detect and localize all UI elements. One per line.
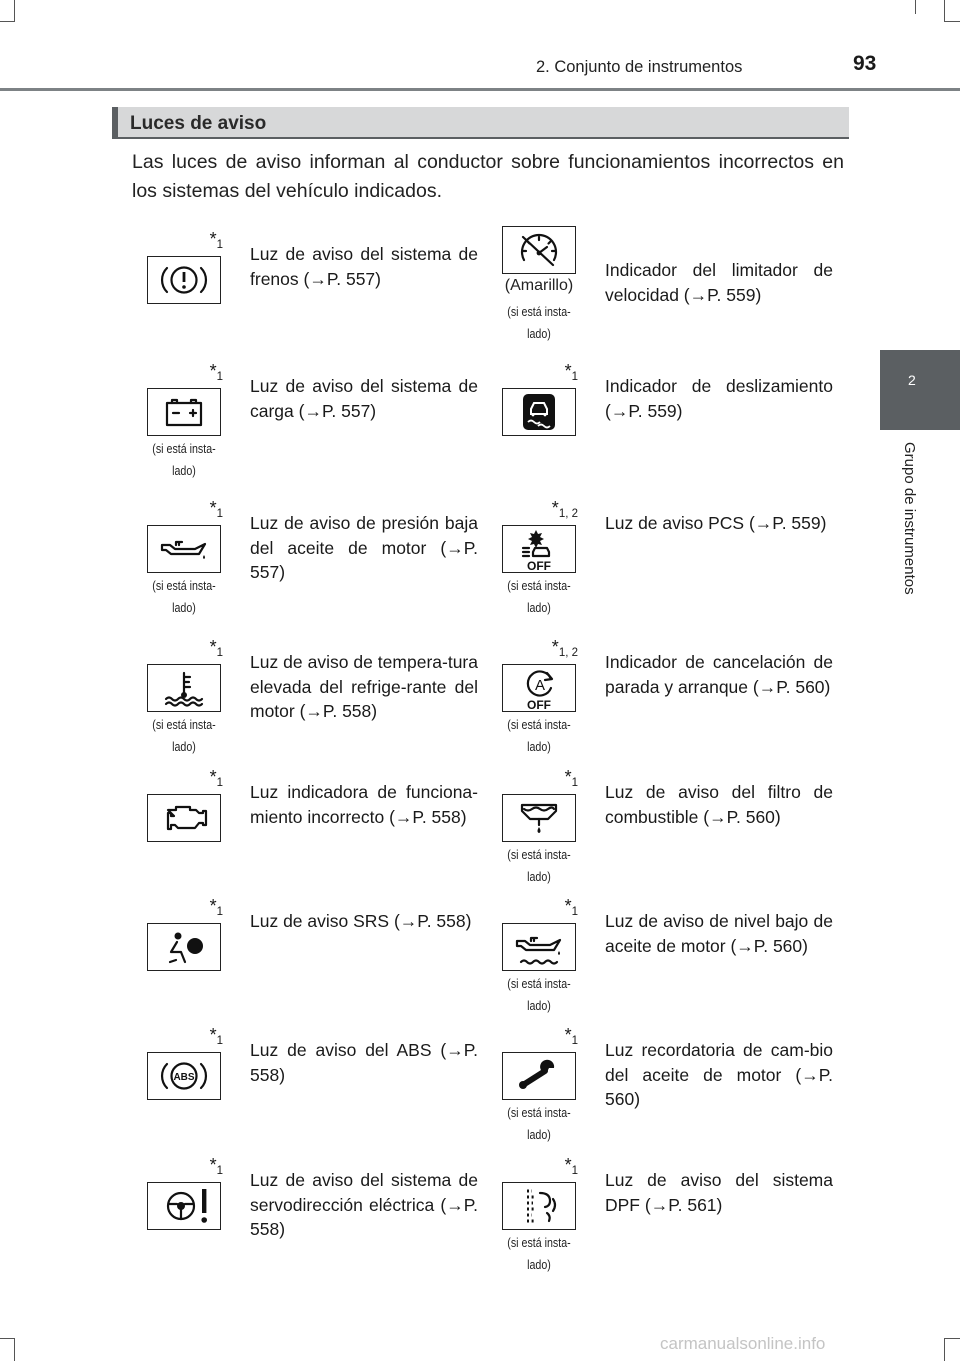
chapter-tab-label: Grupo de instrumentos	[901, 442, 918, 595]
srs-airbag-icon	[148, 924, 220, 970]
warning-light-entry	[502, 1150, 847, 1280]
crop-mark	[14, 1338, 15, 1361]
warning-light-entry	[147, 356, 492, 486]
stop-start-off-icon	[503, 665, 575, 711]
indicator-icon-frame	[147, 664, 221, 712]
indicator-icon-frame	[502, 794, 576, 842]
footnote-star: *	[564, 361, 572, 381]
installed-note-line: (si está insta-	[152, 441, 216, 456]
warning-light-entry	[502, 632, 847, 762]
fuel-filter-icon	[503, 795, 575, 841]
warning-light-entry	[502, 493, 847, 623]
warning-light-description: Indicador de deslizamiento (→P. 559)	[605, 376, 833, 421]
svg-text:ABS: ABS	[173, 1072, 195, 1083]
crop-mark	[14, 0, 15, 22]
brake-warning-icon	[148, 257, 220, 303]
indicator-icon-frame	[147, 923, 221, 971]
installed-note-line: lado)	[527, 1257, 551, 1272]
warning-light-entry	[502, 762, 847, 892]
installed-note-line: lado)	[527, 326, 551, 341]
footnote-marker	[565, 1156, 578, 1180]
footnote-number: 1	[571, 906, 578, 918]
installed-note-line: (si está insta-	[152, 578, 216, 593]
check-engine-icon	[148, 795, 220, 841]
indicator-icon-frame	[147, 388, 221, 436]
warning-light-entry	[147, 1150, 492, 1280]
footnote-marker	[210, 499, 223, 523]
footnote-number: 1, 2	[558, 508, 578, 520]
intro-paragraph: Las luces de aviso informan al conductor sobre funcionamientos incorrectos en los sistemas del vehículo indicados.	[132, 151, 844, 202]
oil-change-reminder-icon	[503, 1053, 575, 1099]
crop-mark	[944, 0, 945, 22]
footnote-marker	[565, 897, 578, 921]
warning-light-description: Luz de aviso de presión baja del aceite de motor (→P. 557)	[250, 513, 478, 582]
warning-light-description: Luz de aviso del sistema de carga (→P. 557)	[250, 376, 478, 421]
installed-note-line: lado)	[527, 998, 551, 1013]
footnote-star: *	[564, 1155, 572, 1175]
installed-note-line: (si está insta-	[507, 304, 571, 319]
section-title: Luces de aviso	[130, 113, 267, 134]
indicator-icon-frame	[502, 664, 576, 712]
warning-light-description: Luz de aviso del sistema de frenos (→P. 557)	[250, 244, 478, 289]
warning-light-description: Indicador del limitador de velocidad (→P. 559)	[605, 260, 833, 305]
section-heading	[112, 107, 849, 139]
crop-mark	[944, 21, 960, 22]
footnote-number: 1	[216, 777, 223, 789]
chapter-tab-number: 2	[908, 372, 916, 388]
indicator-icon-frame	[502, 923, 576, 971]
warning-light-entry	[502, 224, 847, 354]
footnote-star: *	[209, 896, 217, 916]
warning-light-description: Luz de aviso del sistema DPF (→P. 561)	[605, 1170, 833, 1215]
footnote-star: *	[209, 229, 217, 249]
installed-note	[137, 714, 230, 758]
footnote-number: 1	[571, 1035, 578, 1047]
pcs-off-icon	[503, 526, 575, 572]
indicator-icon-frame	[502, 388, 576, 436]
footnote-marker	[565, 1026, 578, 1050]
warning-light-description: Indicador de cancelación de parada y arranque (→P. 560)	[605, 652, 833, 697]
footnote-star: *	[564, 767, 572, 787]
installed-note-line: lado)	[527, 1127, 551, 1142]
installed-note-line: lado)	[172, 600, 196, 615]
footnote-number: 1	[216, 508, 223, 520]
svg-text:A: A	[534, 677, 546, 694]
indicator-icon-frame	[502, 1052, 576, 1100]
footnote-star: *	[209, 1025, 217, 1045]
installed-note	[492, 973, 585, 1017]
svg-text:OFF: OFF	[527, 559, 551, 572]
warning-light-entry	[502, 891, 847, 1021]
indicator-icon-frame	[502, 226, 576, 274]
coolant-temperature-icon	[148, 665, 220, 711]
indicator-icon-frame	[502, 1182, 576, 1230]
footnote-number: 1	[571, 371, 578, 383]
oil-pressure-icon	[148, 526, 220, 572]
crop-mark	[0, 21, 15, 22]
installed-note	[492, 1232, 585, 1276]
installed-note-line: (si está insta-	[152, 717, 216, 732]
crop-mark	[0, 1338, 15, 1339]
installed-note-line: (si está insta-	[507, 847, 571, 862]
warning-light-description: Luz de aviso del filtro de combustible (→P. 560)	[605, 782, 833, 827]
footnote-number: 1	[216, 1165, 223, 1177]
installed-note-line: lado)	[527, 869, 551, 884]
footnote-star: *	[551, 637, 559, 657]
speed-limiter-icon	[503, 227, 575, 273]
warning-light-description: Luz de aviso de tempera-tura elevada del refrige-rante del motor (→P. 558)	[250, 652, 478, 721]
installed-note	[492, 575, 585, 619]
warning-light-entry	[147, 762, 492, 892]
warning-light-description: Luz de aviso de nivel bajo de aceite de motor (→P. 560)	[605, 911, 833, 956]
footnote-star: *	[209, 767, 217, 787]
installed-note-line: (si está insta-	[507, 1105, 571, 1120]
installed-note-line: (si está insta-	[507, 976, 571, 991]
installed-note	[137, 575, 230, 619]
installed-note-line: lado)	[172, 463, 196, 478]
footnote-number: 1	[216, 239, 223, 251]
warning-light-description: Luz de aviso del ABS (→P. 558)	[250, 1040, 478, 1085]
warning-light-entry	[147, 224, 492, 354]
warning-light-description: Luz recordatoria de cam-bio del aceite de motor (→P. 560)	[605, 1040, 833, 1109]
warning-light-entry	[147, 1020, 492, 1150]
low-oil-level-icon	[503, 924, 575, 970]
watermark: carmanualsonline.info	[660, 1334, 826, 1353]
warning-light-description: Luz de aviso PCS (→P. 559)	[605, 513, 827, 533]
footnote-marker	[210, 1156, 223, 1180]
warning-light-entry	[147, 891, 492, 1021]
footnote-marker	[565, 768, 578, 792]
installed-note-line: (si está insta-	[507, 717, 571, 732]
footnote-marker	[210, 1026, 223, 1050]
footnote-marker	[210, 362, 223, 386]
abs-warning-icon	[148, 1053, 220, 1099]
footnote-marker	[552, 638, 578, 662]
footnote-marker	[552, 499, 578, 523]
crop-mark	[944, 1338, 945, 1361]
warning-light-entry	[147, 632, 492, 762]
footnote-number: 1	[216, 906, 223, 918]
crop-mark	[944, 1338, 960, 1339]
footnote-marker	[210, 230, 223, 254]
installed-note	[492, 714, 585, 758]
footnote-number: 1, 2	[558, 647, 578, 659]
page-number: 93	[853, 52, 877, 75]
installed-note-line: lado)	[172, 739, 196, 754]
dpf-warning-icon	[503, 1183, 575, 1229]
footnote-marker	[210, 897, 223, 921]
footnote-number: 1	[571, 777, 578, 789]
footnote-marker	[565, 362, 578, 386]
footnote-number: 1	[216, 1035, 223, 1047]
installed-note-line: (si está insta-	[507, 1235, 571, 1250]
indicator-icon-frame	[147, 1182, 221, 1230]
power-steering-warning-icon	[148, 1183, 220, 1229]
installed-note-line: (si está insta-	[507, 578, 571, 593]
installed-note	[492, 844, 585, 888]
crop-mark	[915, 0, 916, 14]
footnote-star: *	[209, 637, 217, 657]
chapter-title: 2. Conjunto de instrumentos	[536, 58, 743, 76]
indicator-icon-frame	[147, 1052, 221, 1100]
footnote-number: 1	[216, 371, 223, 383]
indicator-icon-frame	[147, 256, 221, 304]
installed-note-line: lado)	[527, 739, 551, 754]
footnote-marker	[210, 768, 223, 792]
warning-light-description: Luz de aviso SRS (→P. 558)	[250, 911, 472, 931]
warning-light-description: Luz indicadora de funciona-miento incorrecto (→P. 558)	[250, 782, 478, 827]
footnote-star: *	[564, 1025, 572, 1045]
installed-note	[492, 301, 585, 345]
slip-indicator-icon	[503, 389, 575, 435]
svg-text:OFF: OFF	[527, 698, 551, 711]
indicator-icon-frame	[147, 525, 221, 573]
footnote-star: *	[209, 498, 217, 518]
header-rule	[0, 88, 960, 91]
chapter-tab	[880, 350, 960, 430]
warning-light-entry	[502, 356, 847, 486]
footnote-number: 1	[571, 1165, 578, 1177]
installed-note	[137, 438, 230, 482]
installed-note	[492, 1102, 585, 1146]
footnote-star: *	[209, 361, 217, 381]
color-note: (Amarillo)	[504, 277, 574, 294]
footnote-marker	[210, 638, 223, 662]
warning-light-entry	[147, 493, 492, 623]
battery-charge-icon	[148, 389, 220, 435]
footnote-star: *	[564, 896, 572, 916]
footnote-number: 1	[216, 647, 223, 659]
warning-light-description: Luz de aviso del sistema de servodirección eléctrica (→P. 558)	[250, 1170, 478, 1239]
installed-note-line: lado)	[527, 600, 551, 615]
warning-light-entry	[502, 1020, 847, 1150]
footnote-star: *	[551, 498, 559, 518]
indicator-icon-frame	[502, 525, 576, 573]
indicator-icon-frame	[147, 794, 221, 842]
footnote-star: *	[209, 1155, 217, 1175]
